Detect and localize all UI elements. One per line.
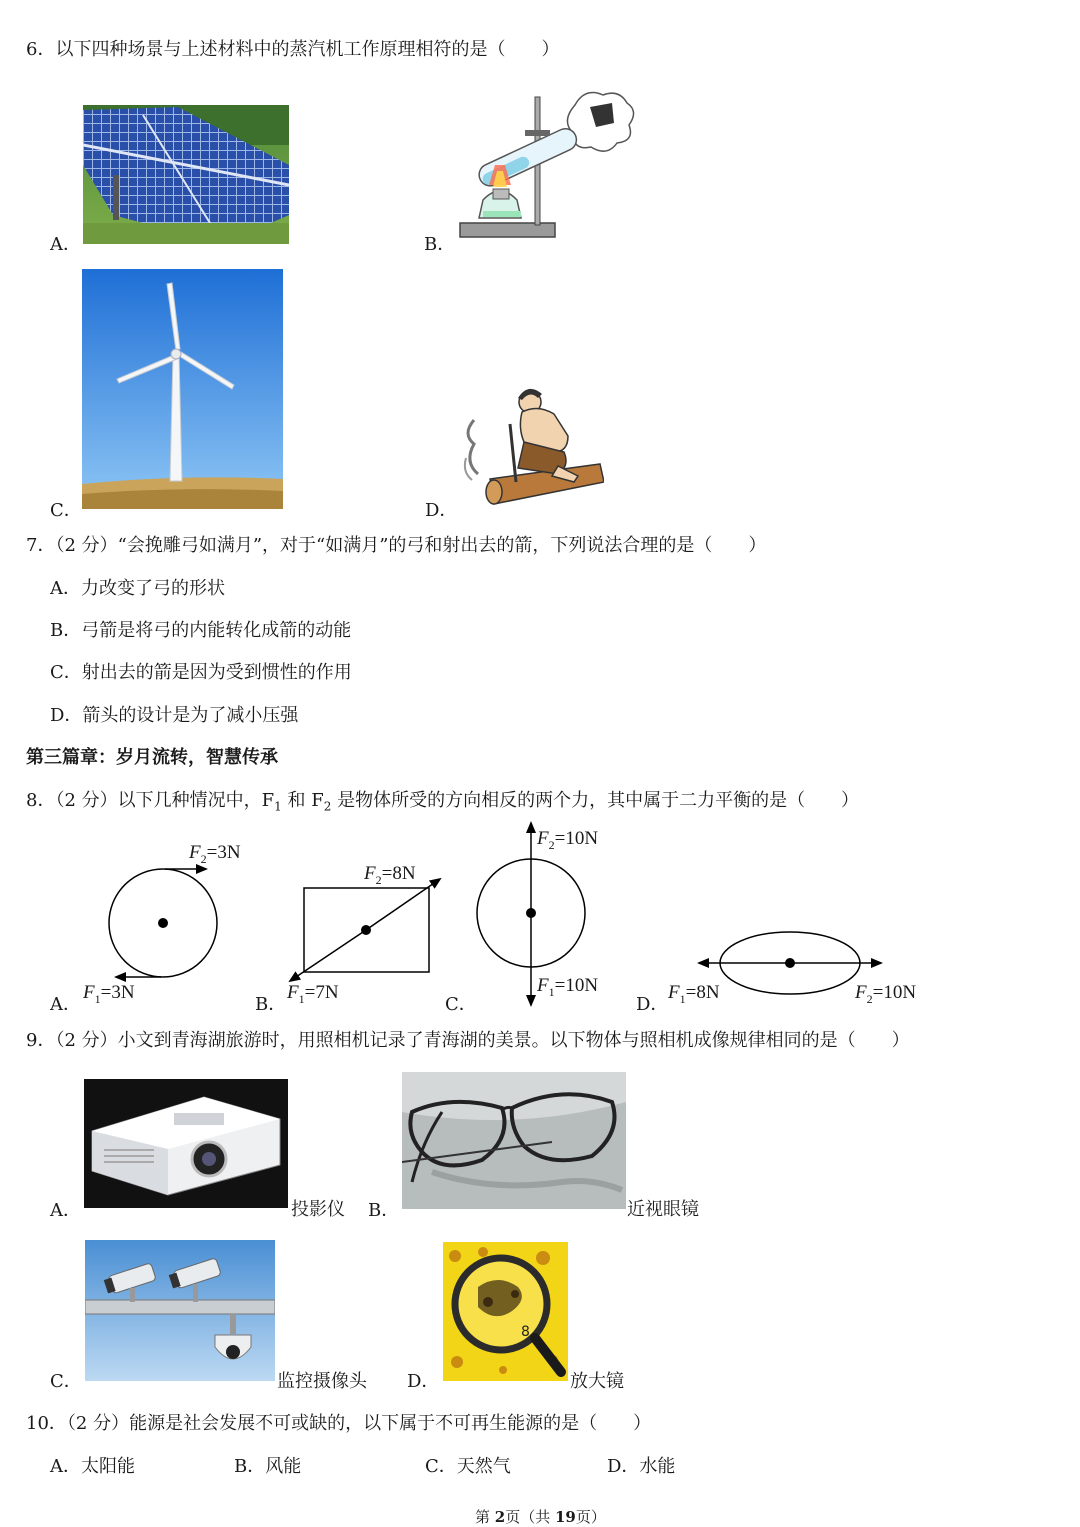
surveillance-camera-image xyxy=(85,1240,275,1381)
force-label-d-f2: $F_2=10N$ xyxy=(855,982,917,1006)
q10-option-a: A．太阳能 xyxy=(50,1456,135,1477)
test-tube-apparatus-image xyxy=(455,85,640,245)
q7-option-b: B．弓箭是将弓的内能转化成箭的动能 xyxy=(50,620,352,641)
force-label-d-f1: $F_1=8N$ xyxy=(668,982,720,1006)
force-label-b-f1: $F_1=7N$ xyxy=(287,982,339,1006)
glasses-image xyxy=(402,1072,626,1209)
projector-caption: 投影仪 xyxy=(291,1199,345,1220)
q7-option-c: C．射出去的箭是因为受到惯性的作用 xyxy=(50,662,352,683)
svg-text:8: 8 xyxy=(521,1324,530,1340)
q9-stem: 9．（2 分）小文到青海湖旅游时，用照相机记录了青海湖的美景。以下物体与照相机成像规律相同的是（ ） xyxy=(26,1030,910,1051)
diagram-b xyxy=(290,879,440,981)
q10-option-d: D．水能 xyxy=(607,1456,676,1477)
q7-option-a: A．力改变了弓的形状 xyxy=(50,578,225,599)
q6-option-a: A． xyxy=(50,234,81,255)
magnifier-image xyxy=(443,1242,568,1381)
q10-stem: 10．（2 分）能源是社会发展不可或缺的，以下属于不可再生能源的是（ ） xyxy=(26,1413,652,1434)
q10-option-c: C．天然气 xyxy=(425,1456,511,1477)
magnifier-caption: 放大镜 xyxy=(570,1371,624,1392)
q7-stem: 7．（2 分）“会挽雕弓如满月”，对于“如满月”的弓和射出去的箭，下列说法合理的是（ ） xyxy=(26,535,767,556)
q6-option-b: B． xyxy=(424,234,456,255)
diagram-a xyxy=(109,869,217,977)
q7-option-d: D．箭头的设计是为了减小压强 xyxy=(50,705,299,726)
q8-option-d: D． xyxy=(636,994,669,1015)
q10-option-b: B．风能 xyxy=(234,1456,302,1477)
q6-option-d: D． xyxy=(425,500,458,521)
q6-option-c: C． xyxy=(50,500,82,521)
q9-option-d: D． xyxy=(407,1371,440,1392)
force-label-c-f2: $F_2=10N$ xyxy=(537,828,599,852)
glasses-caption: 近视眼镜 xyxy=(627,1199,699,1220)
force-label-a-f1: $F_1=3N$ xyxy=(83,982,135,1006)
q8-option-c: C． xyxy=(445,994,477,1015)
q9-option-b: B． xyxy=(368,1200,400,1221)
fire-drilling-man-image xyxy=(458,384,604,509)
q6-stem: 6．以下四种场景与上述材料中的蒸汽机工作原理相符的是（ ） xyxy=(26,39,560,60)
force-label-b-f2: $F_2=8N$ xyxy=(364,863,416,887)
chapter-heading: 第三篇章：岁月流转，智慧传承 xyxy=(26,747,278,768)
camera-caption: 监控摄像头 xyxy=(277,1371,367,1392)
page-footer: 第 2页（共 19页） xyxy=(475,1508,606,1526)
q8-option-a: A． xyxy=(50,994,81,1015)
force-label-a-f2: $F_2=3N$ xyxy=(189,842,241,866)
q9-option-c: C． xyxy=(50,1371,82,1392)
projector-image xyxy=(84,1079,288,1208)
q8-stem: 8．（2 分）以下几种情况中，$F_1$ 和 $F_2$ 是物体所受的方向相反的两个力，其中属于二力平衡的是（ ） xyxy=(26,790,860,814)
q8-option-b: B． xyxy=(255,994,287,1015)
diagram-d xyxy=(699,932,881,994)
solar-panel-image xyxy=(83,105,289,244)
q9-option-a: A． xyxy=(50,1200,81,1221)
wind-turbine-image xyxy=(82,269,283,509)
force-label-c-f1: $F_1=10N$ xyxy=(537,975,599,999)
